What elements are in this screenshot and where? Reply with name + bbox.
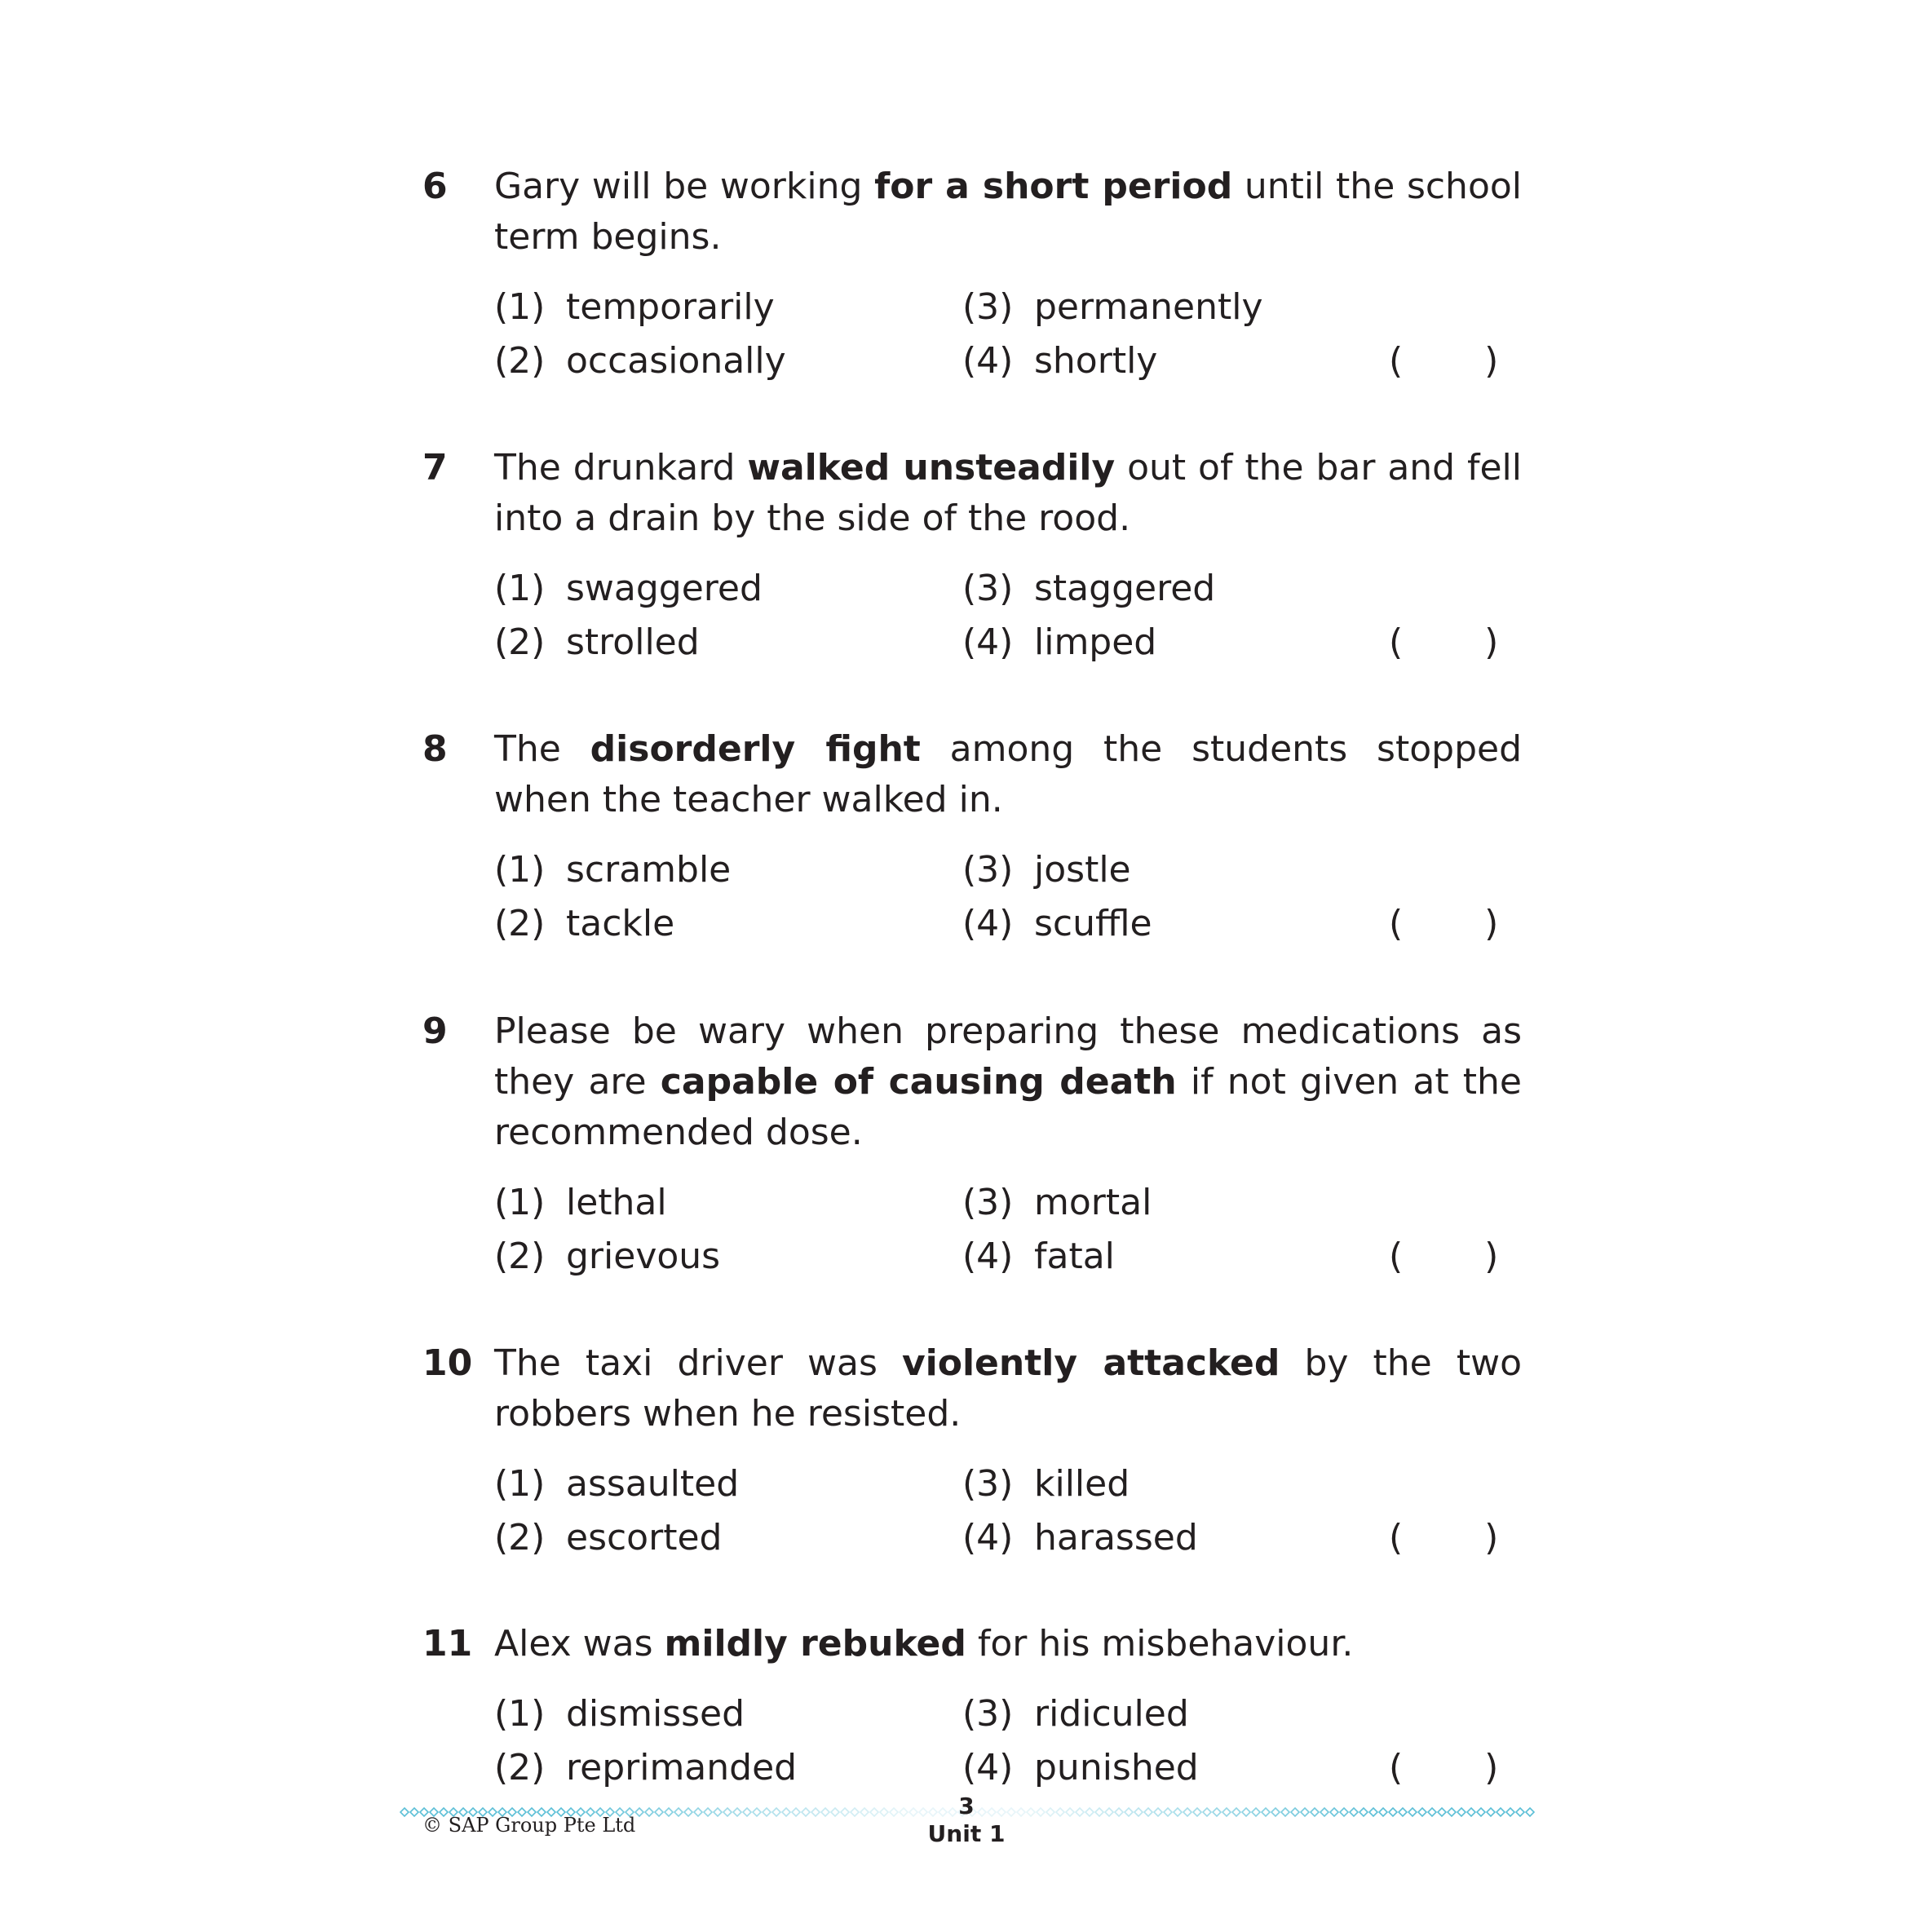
diamond-ornament [635, 1808, 643, 1816]
question-stem: Alex was mildly rebuked for his misbehaviour. [494, 1623, 1354, 1665]
diamond-ornament [400, 1808, 409, 1816]
diamond-ornament [802, 1808, 810, 1816]
option-2[interactable]: (2) escorted [494, 1517, 723, 1558]
diamond-ornament [753, 1808, 761, 1816]
diamond-ornament [1487, 1808, 1495, 1816]
diamond-ornament [929, 1808, 937, 1816]
question-number: 8 [422, 728, 448, 770]
diamond-ornament [841, 1808, 849, 1816]
diamond-ornament [645, 1808, 653, 1816]
option-1[interactable]: (1) lethal [494, 1182, 667, 1223]
diamond-ornament [1144, 1808, 1152, 1816]
option-4[interactable]: (4) scuffle [962, 903, 1152, 944]
diamond-ornament [733, 1808, 741, 1816]
question-number: 11 [422, 1623, 473, 1665]
answer-bracket[interactable]: ( ) [1389, 903, 1499, 944]
diamond-ornament [1330, 1808, 1338, 1816]
option-1[interactable]: (1) swaggered [494, 568, 763, 609]
diamond-ornament [1320, 1808, 1329, 1816]
option-1[interactable]: (1) scramble [494, 849, 732, 891]
question-stem: Please be wary when preparing these medications as they are capable of causing death if not given at the recommended dose. [494, 1010, 1522, 1153]
diamond-ornament [1438, 1808, 1446, 1816]
diamond-ornament [1252, 1808, 1260, 1816]
option-3[interactable]: (3) killed [962, 1463, 1130, 1505]
option-2[interactable]: (2) reprimanded [494, 1747, 798, 1788]
diamond-ornament [704, 1808, 712, 1816]
diamond-ornament [1105, 1808, 1113, 1816]
option-3[interactable]: (3) jostle [962, 849, 1131, 891]
diamond-ornament [851, 1808, 859, 1816]
diamond-ornament [1222, 1808, 1231, 1816]
option-1[interactable]: (1) dismissed [494, 1693, 745, 1735]
page-number: 3 [958, 1793, 975, 1819]
diamond-ornament [900, 1808, 908, 1816]
diamond-ornament [997, 1808, 1006, 1816]
diamond-ornament [772, 1808, 780, 1816]
diamond-ornament [714, 1808, 722, 1816]
diamond-ornament [1408, 1808, 1417, 1816]
diamond-ornament [1242, 1808, 1250, 1816]
diamond-ornament [1379, 1808, 1387, 1816]
diamond-ornament [1164, 1808, 1172, 1816]
diamond-ornament [1418, 1808, 1426, 1816]
diamond-ornament [1291, 1808, 1299, 1816]
answer-bracket[interactable]: ( ) [1389, 621, 1499, 663]
answer-bracket[interactable]: ( ) [1389, 1517, 1499, 1558]
diamond-ornament [1526, 1808, 1534, 1816]
diamond-ornament [870, 1808, 878, 1816]
diamond-ornament [1457, 1808, 1466, 1816]
diamond-ornament [821, 1808, 829, 1816]
diamond-ornament [684, 1808, 692, 1816]
bold-phrase: violently attacked [901, 1342, 1280, 1384]
option-4[interactable]: (4) harassed [962, 1517, 1198, 1558]
diamond-ornament [880, 1808, 888, 1816]
question-stem: The drunkard walked unsteadily out of the bar and fell into a drain by the side of the rood. [494, 447, 1523, 539]
diamond-ornament [674, 1808, 683, 1816]
diamond-ornament [1399, 1808, 1407, 1816]
answer-bracket[interactable]: ( ) [1389, 340, 1499, 382]
question-stem: Gary will be working for a short period until the school term begins. [494, 166, 1523, 258]
answer-bracket[interactable]: ( ) [1389, 1236, 1499, 1277]
diamond-ornament [890, 1808, 898, 1816]
question-number: 7 [422, 447, 448, 489]
option-4[interactable]: (4) shortly [962, 340, 1158, 382]
bold-phrase: walked unsteadily [747, 447, 1116, 489]
diamond-ornament [1281, 1808, 1289, 1816]
option-4[interactable]: (4) limped [962, 621, 1157, 663]
diamond-ornament [1340, 1808, 1348, 1816]
question-stem: The disorderly fight among the students stopped when the teacher walked in. [494, 728, 1523, 820]
unit-label: Unit 1 [927, 1820, 1006, 1847]
diamond-ornament [1007, 1808, 1015, 1816]
diamond-ornament [1497, 1808, 1505, 1816]
question-number: 10 [422, 1342, 473, 1384]
diamond-ornament [743, 1808, 751, 1816]
diamond-ornament [1017, 1808, 1025, 1816]
diamond-ornament [1389, 1808, 1397, 1816]
diamond-ornament [1301, 1808, 1309, 1816]
option-4[interactable]: (4) fatal [962, 1236, 1115, 1277]
diamond-ornament [792, 1808, 800, 1816]
diamond-ornament [1477, 1808, 1485, 1816]
diamond-ornament [1115, 1808, 1123, 1816]
option-4[interactable]: (4) punished [962, 1747, 1199, 1788]
diamond-ornament [1506, 1808, 1514, 1816]
diamond-ornament [1085, 1808, 1094, 1816]
answer-bracket[interactable]: ( ) [1389, 1747, 1499, 1788]
diamond-ornament [782, 1808, 790, 1816]
option-2[interactable]: (2) strolled [494, 621, 700, 663]
diamond-ornament [1066, 1808, 1074, 1816]
bold-phrase: mildly rebuked [664, 1623, 966, 1665]
diamond-ornament [1369, 1808, 1377, 1816]
diamond-ornament [1448, 1808, 1456, 1816]
option-3[interactable]: (3) mortal [962, 1182, 1152, 1223]
diamond-ornament [909, 1808, 917, 1816]
diamond-ornament [1311, 1808, 1319, 1816]
question-number: 9 [422, 1010, 448, 1052]
diamond-ornament [1516, 1808, 1524, 1816]
option-3[interactable]: (3) permanently [962, 286, 1263, 328]
diamond-ornament [1213, 1808, 1221, 1816]
diamond-ornament [1203, 1808, 1211, 1816]
diamond-ornament [1183, 1808, 1191, 1816]
option-3[interactable]: (3) staggered [962, 568, 1216, 609]
diamond-ornament [1428, 1808, 1436, 1816]
diamond-ornament [1076, 1808, 1084, 1816]
question-number: 6 [422, 166, 448, 207]
diamond-ornament [831, 1808, 839, 1816]
diamond-ornament [694, 1808, 702, 1816]
diamond-ornament [1359, 1808, 1368, 1816]
diamond-ornament [860, 1808, 869, 1816]
option-1[interactable]: (1) temporarily [494, 286, 775, 328]
diamond-ornament [1027, 1808, 1035, 1816]
diamond-ornament [665, 1808, 673, 1816]
option-1[interactable]: (1) assaulted [494, 1463, 740, 1505]
option-3[interactable]: (3) ridiculed [962, 1693, 1189, 1735]
diamond-ornament [919, 1808, 927, 1816]
diamond-ornament [1262, 1808, 1270, 1816]
diamond-ornament [1154, 1808, 1162, 1816]
diamond-ornament [410, 1808, 418, 1816]
diamond-ornament [1232, 1808, 1240, 1816]
diamond-ornament [1095, 1808, 1103, 1816]
copyright-text: © SAP Group Pte Ltd [422, 1814, 636, 1837]
option-2[interactable]: (2) occasionally [494, 340, 786, 382]
diamond-ornament [1056, 1808, 1064, 1816]
diamond-ornament [1193, 1808, 1201, 1816]
diamond-ornament [1271, 1808, 1280, 1816]
diamond-ornament [1174, 1808, 1182, 1816]
bold-phrase: for a short period [874, 166, 1233, 207]
diamond-ornament [1467, 1808, 1475, 1816]
bold-phrase: disorderly fight [590, 728, 921, 770]
diamond-ornament [811, 1808, 820, 1816]
diamond-ornament [1037, 1808, 1045, 1816]
option-2[interactable]: (2) tackle [494, 903, 675, 944]
question-stem: The taxi driver was violently attacked by the two robbers when he resisted. [494, 1342, 1522, 1435]
bold-phrase: capable of causing death [660, 1061, 1177, 1103]
diamond-ornament [1125, 1808, 1133, 1816]
diamond-ornament [655, 1808, 663, 1816]
diamond-ornament [763, 1808, 771, 1816]
diamond-ornament [1350, 1808, 1358, 1816]
diamond-ornament [723, 1808, 732, 1816]
diamond-ornament [1134, 1808, 1143, 1816]
option-2[interactable]: (2) grievous [494, 1236, 721, 1277]
diamond-ornament [1046, 1808, 1054, 1816]
